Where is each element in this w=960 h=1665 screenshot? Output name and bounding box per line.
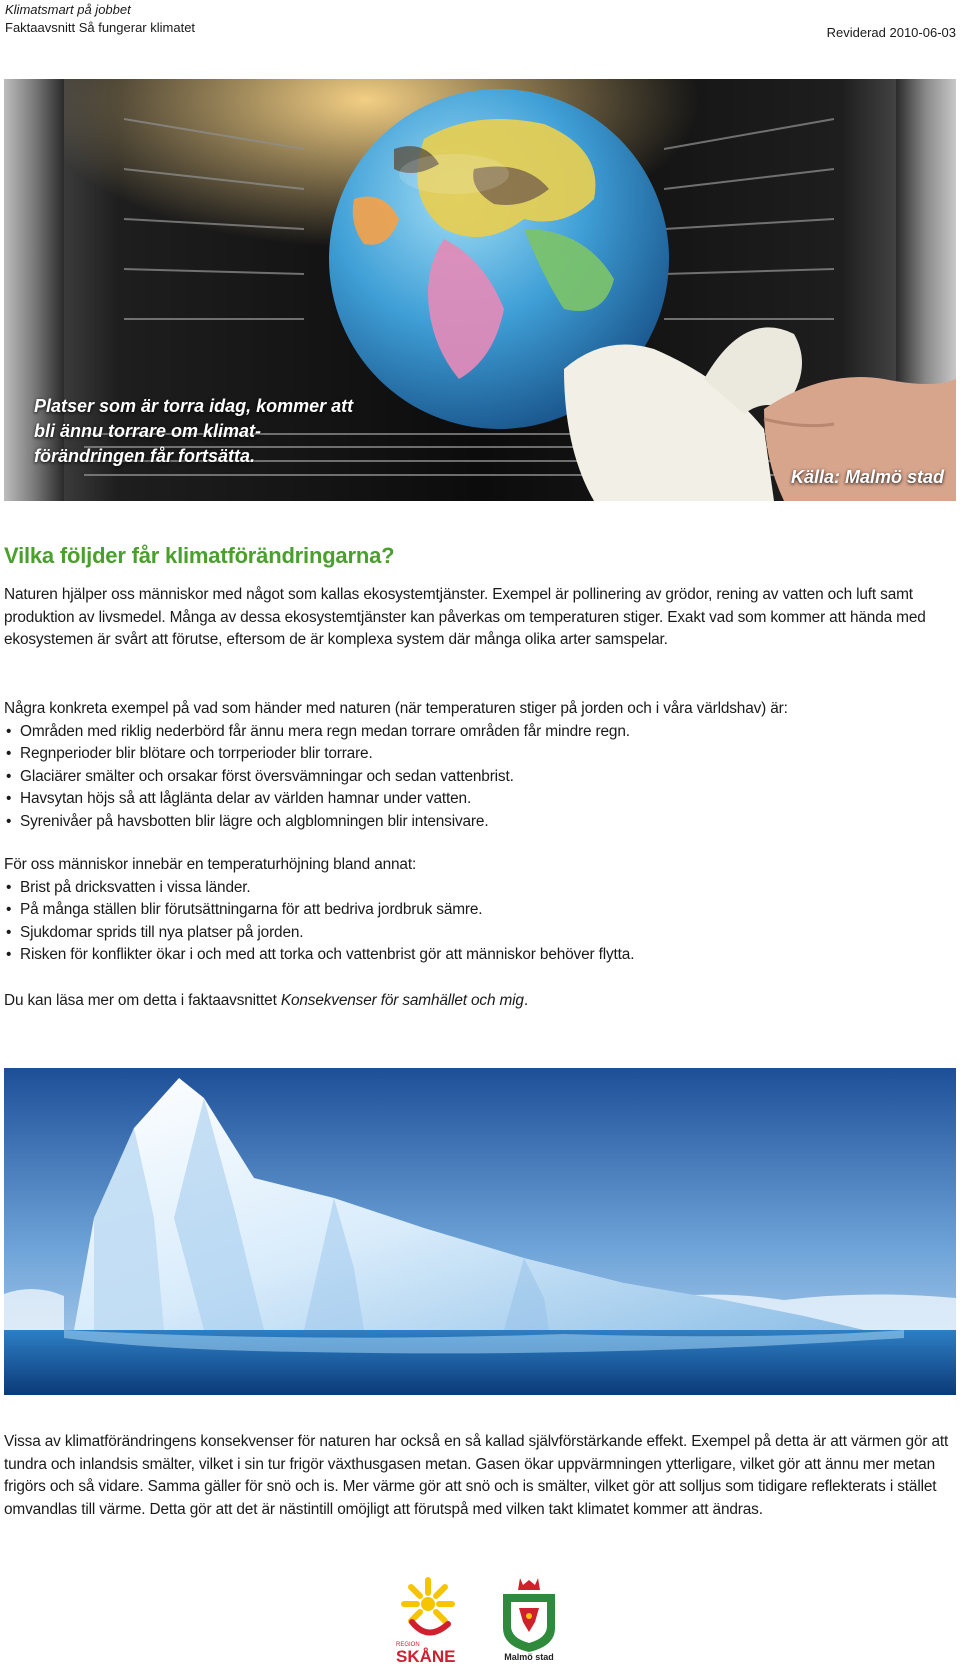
region-label: REGION [396, 1642, 420, 1648]
list-item: • Glaciärer smälter och orsakar först översvämningar och sedan vattenbrist. [4, 766, 954, 789]
list-item: • Havsytan höjs så att låglänta delar av världen hamnar under vatten. [4, 788, 954, 811]
list-item: • Syrenivåer på havsbotten blir lägre och algblomningen blir intensivare. [4, 811, 954, 834]
revision-date: Reviderad 2010-06-03 [826, 25, 956, 40]
list-item: • Risken för konflikter ökar i och med att torka och vattenbrist gör att människor behöver flytta. [4, 944, 954, 967]
section-heading: Vilka följder får klimatförändringarna? [4, 543, 395, 568]
skane-label: SKÅNE [396, 1647, 456, 1665]
read-more-prefix: Du kan läsa mer om detta i faktaavsnittet [4, 992, 281, 1009]
document-subtitle: Faktaavsnitt Så fungerar klimatet [5, 20, 196, 35]
list-item: • Brist på dricksvatten i vissa länder. [4, 877, 954, 900]
read-more-suffix: . [523, 992, 528, 1009]
photo-caption: Platser som är torra idag, kommer att bli ännu torrare om klimat-förändringen får fortsätta. [34, 396, 354, 466]
list-item: • Sjukdomar sprids till nya platser på jorden. [4, 922, 954, 945]
list-item: • Områden med riklig nederbörd får ännu mera regn medan torrare områden får mindre regn. [4, 721, 954, 744]
iceberg-photo [4, 1068, 956, 1395]
people-effects [4, 854, 954, 967]
people-list [4, 877, 954, 967]
globe-in-oven-photo [4, 79, 956, 501]
read-more-paragraph [4, 990, 954, 1013]
intro-paragraph: Naturen hjälper oss människor med något som kallas ekosystemtjänster. Exempel är pollinering av grödor, rening av vatten och luft samt produktion av livsmedel. Många av dessa ekosystemtjänster kan påverkas om temperaturen stiger. Exakt vad som kommer att hända med ekosystemen är svårt att förutse, eftersom de är komplexa system där många olika arter samspelar. [4, 586, 926, 649]
nature-list [4, 721, 954, 834]
logos [394, 1576, 564, 1665]
photo-source: Källa: Malmö stad [790, 467, 944, 487]
document-header [5, 1, 195, 37]
list-item: • Regnperioder blir blötare och torrperioder blir torrare. [4, 743, 954, 766]
people-lead: För oss människor innebär en temperaturhöjning bland annat: [4, 856, 417, 873]
list-item: • På många ställen blir förutsättningarna för att bedriva jordbruk sämre. [4, 899, 954, 922]
malmo-stad-label: Malmö stad [504, 1652, 554, 1662]
series-title: Klimatsmart på jobbet [5, 2, 131, 17]
malmo-crest-icon [497, 1576, 561, 1654]
iceberg-illustration [4, 1068, 956, 1395]
malmo-stad-logo [497, 1576, 561, 1665]
nature-lead: Några konkreta exempel på vad som händer med naturen (när temperaturen stiger på jorden och i våra världshav) är: [4, 700, 788, 717]
read-more-reference: Konsekvenser för samhället och mig [280, 992, 524, 1009]
feedback-paragraph: Vissa av klimatförändringens konsekvenser för naturen har också en så kallad självförstärkande effekt. Exempel på detta är att värmen gör att tundra och inlandsis smälter, vilket i sin tur frigör växthusgasen metan. Gasen ökar uppvärmningen ytterligare, vilket gör att ännu mer metan frigörs och så vidare. Samma gäller för snö och is. Mer värme gör att snö och is smälter, vilket gör att solljus som tidigare reflekterats i stället omvandlas till värme. Detta gör att det är nästintill omöjligt att förutspå med vilken takt klimatet kommer att ändras. [4, 1433, 949, 1518]
nature-examples [4, 698, 954, 834]
